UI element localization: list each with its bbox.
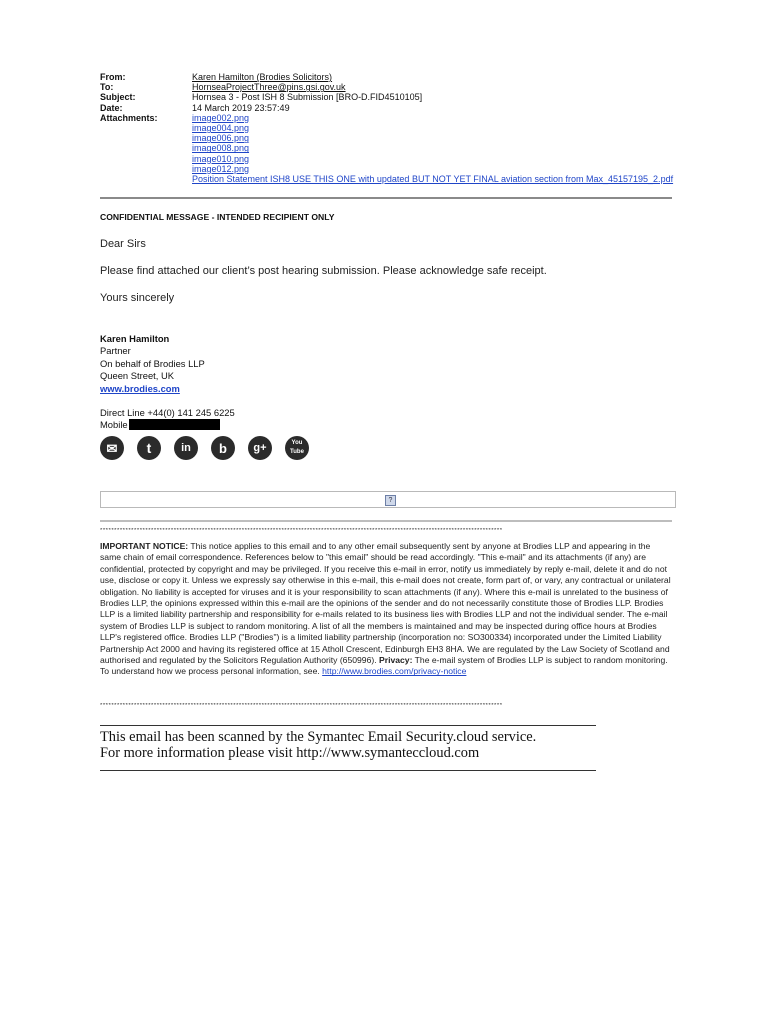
to-label: To: (100, 82, 114, 93)
website-link[interactable]: www.brodies.com (100, 382, 180, 394)
broken-image-icon: ? (385, 495, 396, 506)
attachment-link[interactable]: image008.png (192, 143, 250, 154)
linkedin-icon[interactable]: in (174, 436, 198, 460)
stars-separator-top: ********************************************************************************************************************************************** (100, 528, 503, 534)
email-icon[interactable]: ✉ (100, 436, 124, 460)
attachment-link[interactable]: image010.png (192, 153, 250, 164)
direct-line: Direct Line +44(0) 141 245 6225 (100, 407, 235, 419)
subject-label: Subject: (100, 92, 136, 103)
blog-icon[interactable]: b (211, 436, 235, 460)
header-divider (100, 197, 672, 199)
signature-block (100, 333, 235, 432)
signature-company: On behalf of Brodies LLP (100, 357, 205, 369)
redacted-mobile (129, 419, 220, 430)
youtube-icon[interactable]: You Tube (285, 436, 309, 460)
notice-divider (100, 520, 672, 522)
important-notice (100, 541, 672, 678)
twitter-icon[interactable]: t (137, 436, 161, 460)
privacy-heading: Privacy: (379, 655, 413, 666)
email-header (100, 72, 673, 184)
from-link[interactable]: Karen Hamilton (Brodies Solicitors) (192, 72, 333, 82)
google-plus-icon[interactable]: g+ (248, 436, 272, 460)
privacy-text: The e-mail system of Brodies LLP is subject to random monitoring. To understand how we process personal information, see. (100, 655, 668, 677)
greeting: Dear Sirs (100, 238, 146, 250)
closing: Yours sincerely (100, 292, 175, 304)
scan-rule-bottom (100, 770, 596, 771)
confidential-banner: CONFIDENTIAL MESSAGE - INTENDED RECIPIENT ONLY (100, 212, 335, 222)
scan-line-1: This email has been scanned by the Symantec Email Security.cloud service. (100, 729, 537, 745)
social-icons (100, 436, 322, 460)
notice-text: This notice applies to this email and to any other email subsequently sent by anyone at Brodies LLP and appearing in the same chain of email correspondence. References below to "this email" should be read accordingly. "This e-mail" and its attachments (if any) are confidential, protected by copyright and may be privileged. If you receive this e-mail in error, notify us immediately by reply e-mail, delete it and do not use, disclose or copy it. Unless we expressly say otherwise in this e-mail, this e-mail does not create, form part of, or vary, any contractual or unilateral obligation. No liability is accepted for viruses and it is your responsibility to scan attachments (if any). Where this e-mail is unrelated to the business of Brodies LLP, the opinions expressed within this e-mail are the opinions of the sender and do not necessarily constitute those of Brodies LLP. Brodies LLP is a limited liability partnership and responsibility for e-mails related to its business lies with Brodies LLP and not the individual sender. The e-mail system of Brodies LLP is subject to random monitoring. A list of all the members is maintained and may be inspected during office hours at Brodies LLP's registered office. Brodies LLP ("Brodies") is a limited liability partnership (incorporation no: SO300334) incorporated under the Limited Liability Partnership Act 2000 and having its registered office at 15 Atholl Crescent, Edinburgh EH3 8HA. We are regulated by the Law Society of Scotland and authorised and regulated by the Solicitors Regulation Authority (650996). (100, 541, 671, 666)
scan-line-2: For more information please visit http://www.symanteccloud.com (100, 745, 480, 761)
date-value: 14 March 2019 23:57:49 (192, 102, 290, 113)
mobile-label: Mobile (100, 419, 128, 431)
banner-image-frame (100, 491, 676, 508)
signature-address: Queen Street, UK (100, 370, 174, 382)
subject-value: Hornsea 3 - Post ISH 8 Submission [BRO-D.FID4510105] (192, 92, 423, 103)
attachments-label: Attachments: (100, 112, 158, 123)
from-label: From: (100, 72, 126, 82)
message-text: Please find attached our client’s post hearing submission. Please acknowledge safe receipt. (100, 265, 547, 277)
privacy-link[interactable]: http://www.brodies.com/privacy-notice (322, 666, 467, 677)
scan-rule-top (100, 725, 596, 726)
attachment-link[interactable]: Position Statement ISH8 USE THIS ONE with updated BUT NOT YET FINAL aviation section from Max_45157195_2.pdf (192, 174, 674, 185)
attachment-link[interactable]: image006.png (192, 133, 250, 144)
date-label: Date: (100, 102, 123, 113)
attachment-link[interactable]: image004.png (192, 123, 250, 134)
signature-name: Karen Hamilton (100, 333, 170, 344)
attachment-link[interactable]: image012.png (192, 163, 250, 174)
notice-heading: IMPORTANT NOTICE: (100, 541, 189, 551)
attachment-list (192, 113, 673, 184)
attachment-link[interactable]: image002.png (192, 112, 250, 123)
signature-title: Partner (100, 345, 131, 357)
to-link[interactable]: HornseaProjectThree@pins.gsi.gov.uk (192, 82, 346, 93)
stars-separator-bottom: ********************************************************************************************************************************************** (100, 703, 503, 709)
